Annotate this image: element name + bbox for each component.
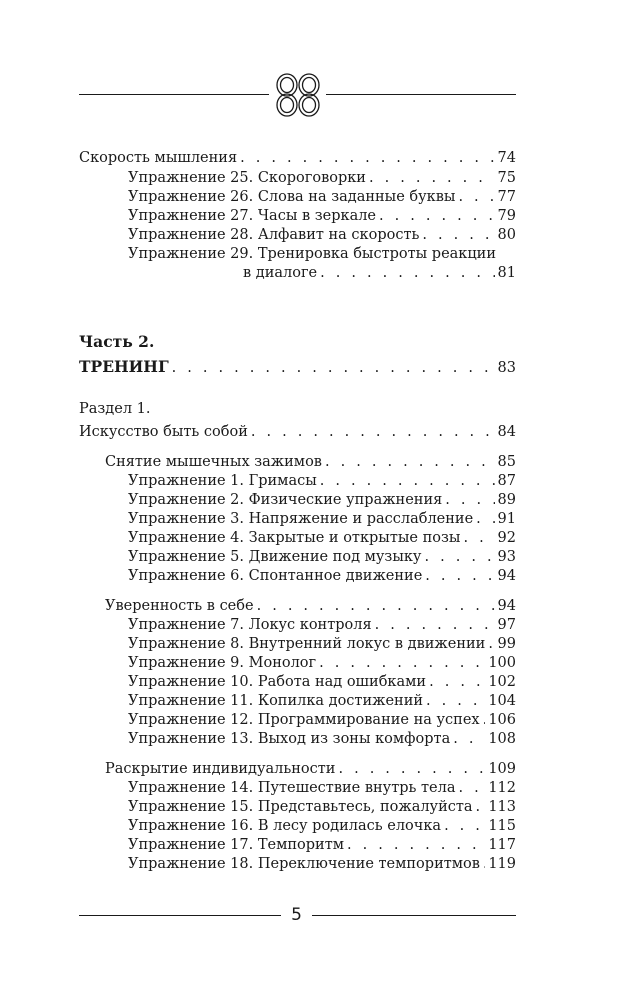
toc-page: 92 [497, 530, 516, 546]
toc-page: 99 [497, 636, 516, 652]
toc-title: в диалоге [243, 265, 318, 281]
toc-entry-ex8[interactable] [128, 635, 516, 654]
toc-entry-ex2[interactable] [128, 491, 516, 510]
toc-title: Искусство быть собой [79, 424, 248, 440]
dot-leader [319, 654, 485, 673]
toc-entry-ex14[interactable] [128, 779, 516, 798]
toc-title: Уверенность в себе [105, 598, 254, 614]
dot-leader [325, 453, 495, 472]
toc-page: 85 [497, 454, 516, 470]
page-number: 5 [291, 905, 302, 925]
dot-leader [426, 692, 485, 711]
toc-page: 119 [488, 856, 516, 872]
dot-leader [320, 264, 494, 283]
toc-page: 113 [488, 799, 516, 815]
toc-title: Упражнение 8. Внутренний локус в движении [128, 636, 486, 652]
toc-entry-ex12[interactable] [128, 711, 516, 730]
toc-entry-ex6[interactable] [128, 567, 516, 586]
header-rule-left [79, 94, 269, 95]
dot-leader [453, 730, 485, 749]
toc-page: 79 [497, 208, 516, 224]
dot-leader [338, 760, 485, 779]
toc-entry-ex13[interactable] [128, 730, 516, 749]
toc-entry-ex5[interactable] [128, 548, 516, 567]
toc-page: 104 [488, 693, 516, 709]
toc-page: 80 [497, 227, 516, 243]
toc-title: Снятие мышечных зажимов [105, 454, 322, 470]
toc-entry-ex3[interactable] [128, 510, 516, 529]
dot-leader [488, 635, 494, 654]
dot-leader [476, 510, 494, 529]
toc-title: Упражнение 10. Работа над ошибками [128, 674, 427, 690]
dot-leader [458, 779, 485, 798]
toc-entry-ex15[interactable] [128, 798, 516, 817]
dot-leader [429, 673, 485, 692]
toc-entry-ex16[interactable] [128, 817, 516, 836]
toc-entry-training[interactable] [79, 357, 516, 378]
toc-entry-ex10[interactable] [128, 673, 516, 692]
toc-entry-ex29-line1[interactable]: Упражнение 29. Тренировка быстроты реакции [128, 246, 497, 262]
toc-title: Раскрытие индивидуальности [105, 761, 336, 777]
toc-page: 75 [497, 170, 516, 186]
toc-page: 81 [497, 265, 516, 281]
toc-page: 115 [488, 818, 516, 834]
toc-title: Упражнение 14. Путешествие внутрь тела [128, 780, 456, 796]
dot-leader [422, 226, 494, 245]
dot-leader [369, 169, 495, 188]
toc-title: Упражнение 27. Часы в зеркале [128, 208, 377, 224]
toc-title: Упражнение 13. Выход из зоны комфорта [128, 731, 451, 747]
toc-entry-ex18[interactable] [128, 855, 516, 874]
toc-entry-ex7[interactable] [128, 616, 516, 635]
part-label: Часть 2. [79, 332, 155, 351]
toc-entry-ex26[interactable] [128, 188, 516, 207]
toc-page: 117 [488, 837, 516, 853]
dot-leader [476, 798, 486, 817]
dot-leader [257, 597, 495, 616]
infinity-knot-ornament-icon [268, 70, 328, 120]
dot-leader [240, 149, 494, 168]
dot-leader [375, 616, 495, 635]
toc-entry-ex17[interactable] [128, 836, 516, 855]
toc-entry-razdel1[interactable] [79, 423, 516, 442]
toc-title: Упражнение 4. Закрытые и открытые позы [128, 530, 461, 546]
toc-title: ТРЕНИНГ [79, 357, 169, 376]
toc-page: 94 [497, 568, 516, 584]
toc-title: Упражнение 18. Переключение темпоритмов [128, 856, 480, 872]
toc-title: Упражнение 17. Темпоритм [128, 837, 345, 853]
toc-entry-ex11[interactable] [128, 692, 516, 711]
toc-entry-muscle[interactable] [105, 453, 516, 472]
toc-entry-ex1[interactable] [128, 472, 516, 491]
toc-title: Упражнение 26. Слова на заданные буквы [128, 189, 456, 205]
dot-leader [425, 567, 494, 586]
toc-page: 91 [497, 511, 516, 527]
toc-page: 84 [497, 424, 516, 440]
dot-leader [483, 855, 485, 874]
toc-page: 97 [497, 617, 516, 633]
toc-title: Упражнение 28. Алфавит на скорость [128, 227, 420, 243]
toc-title: Упражнение 7. Локус контроля [128, 617, 372, 633]
toc-entry-individuality[interactable] [105, 760, 516, 779]
toc-title: Упражнение 1. Гримасы [128, 473, 317, 489]
toc-page: 87 [497, 473, 516, 489]
toc-title: Упражнение 2. Физические упражнения [128, 492, 443, 508]
dot-leader [347, 836, 485, 855]
toc-title: Упражнение 12. Программирование на успех [128, 712, 480, 728]
toc-page: 89 [497, 492, 516, 508]
dot-leader [320, 472, 495, 491]
toc-entry-ex25[interactable] [128, 169, 516, 188]
toc-page: 83 [497, 360, 516, 376]
toc-title: Скорость мышления [79, 150, 238, 166]
dot-leader [172, 359, 495, 378]
toc-entry-ex29-line2[interactable] [243, 264, 516, 283]
toc-entry-ex27[interactable] [128, 207, 516, 226]
toc-entry-ex9[interactable] [128, 654, 516, 673]
toc-title: Упражнение 5. Движение под музыку [128, 549, 422, 565]
toc-title: Упражнение 9. Монолог [128, 655, 317, 671]
toc-title: Упражнение 25. Скороговорки [128, 170, 366, 186]
toc-page: 108 [488, 731, 516, 747]
toc-page: 112 [488, 780, 516, 796]
dot-leader [424, 548, 494, 567]
dot-leader [463, 529, 494, 548]
toc-title: Упражнение 15. Представьтесь, пожалуйста [128, 799, 473, 815]
dot-leader [445, 491, 494, 510]
toc-title: Упражнение 16. В лесу родилась елочка [128, 818, 442, 834]
toc-entry-ex4[interactable] [128, 529, 516, 548]
toc-page: 74 [497, 150, 516, 166]
toc-page: 77 [497, 189, 516, 205]
razdel-label: Раздел 1. [79, 401, 151, 417]
dot-leader [379, 207, 495, 226]
toc-entry-speed[interactable] [79, 149, 516, 168]
toc-page: 106 [488, 712, 516, 728]
toc-page: 102 [488, 674, 516, 690]
toc-page: 100 [488, 655, 516, 671]
dot-leader [458, 188, 494, 207]
toc-page: 109 [488, 761, 516, 777]
toc-title: Упражнение 3. Напряжение и расслабление [128, 511, 474, 527]
footer-rule-left [79, 915, 281, 916]
toc-entry-ex28[interactable] [128, 226, 516, 245]
dot-leader [251, 423, 495, 442]
header-rule-right [326, 94, 516, 95]
dot-leader [483, 711, 486, 730]
toc-page: 94 [497, 598, 516, 614]
dot-leader [444, 817, 485, 836]
toc-entry-confidence[interactable] [105, 597, 516, 616]
toc-page: 93 [497, 549, 516, 565]
toc-title: Упражнение 11. Копилка достижений [128, 693, 424, 709]
footer-rule-right [312, 915, 516, 916]
toc-title: Упражнение 6. Спонтанное движение [128, 568, 423, 584]
